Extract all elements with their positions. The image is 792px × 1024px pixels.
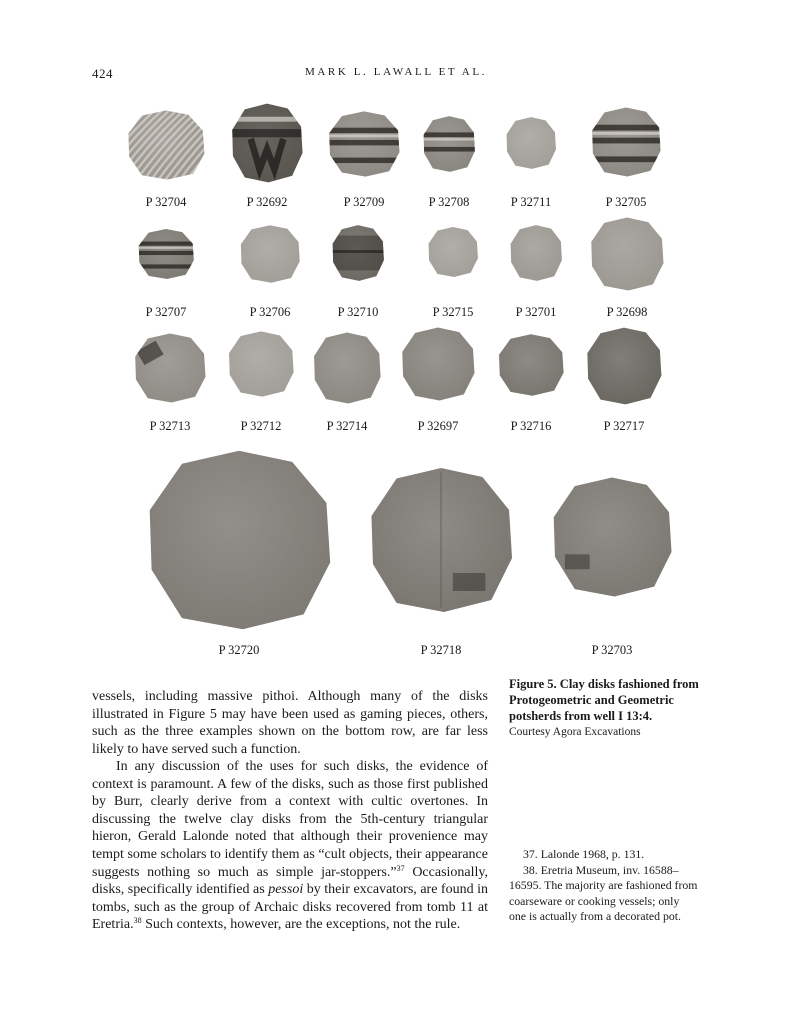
clay-disk-image (585, 326, 663, 406)
disk-label: P 32712 (240, 419, 282, 433)
running-head: MARK L. LAWALL ET AL. (304, 66, 488, 78)
caption-title: Figure 5. Clay disks fashioned from Protogeometric and Geometric potsherds from well I 13:4. (509, 677, 699, 723)
clay-disk-image (239, 224, 301, 284)
disk-label: P 32717 (603, 419, 645, 433)
disk-label: P 32703 (591, 643, 633, 657)
paragraph-text: by their excavators, are found in tombs, such as the group of Archaic disks recovered from tomb 11 at Eretria. (92, 882, 489, 933)
footnote-ref-37[interactable]: 37 (396, 863, 405, 873)
figure-caption (509, 676, 719, 740)
clay-disk-image (133, 332, 207, 404)
clay-disk-image (227, 330, 295, 398)
paragraph-text: Occasionally, disks, specifically identified as (92, 864, 488, 898)
disk-label: P 32698 (606, 305, 648, 319)
disk-label: P 32718 (420, 643, 462, 657)
disk-label: P 32697 (417, 419, 459, 433)
italic-term: pessoi (268, 882, 304, 898)
page-number: 424 (92, 66, 113, 81)
clay-disk-image (327, 110, 401, 178)
clay-disk-image (331, 224, 385, 282)
clay-disk-image (497, 333, 565, 397)
disk-label: P 32708 (428, 195, 470, 209)
footnote-37: 37. Lalonde 1968, p. 131. (523, 847, 645, 861)
disk-label: P 32716 (510, 419, 552, 433)
clay-disk-image (505, 116, 557, 170)
paragraph-text: vessels, including massive pithoi. Although many of the disks illustrated in Figure 5 may have been used as gaming pieces, others, such as the three examples shown on the bottom row, are far less likely to have served such a function. (92, 689, 488, 757)
clay-disk-image (509, 224, 563, 282)
disk-label: P 32714 (326, 419, 368, 433)
clay-disk-image (589, 216, 665, 292)
clay-disk-image (422, 115, 476, 173)
clay-disk-image (126, 109, 206, 181)
footnote-38: 38. Eretria Museum, inv. 16588–16595. The majority are fashioned from coarseware or cooking vessels; only one is actually from a decorated pot. (509, 862, 698, 923)
disk-label: P 32720 (218, 643, 260, 657)
clay-disk-image (144, 447, 334, 633)
clay-disk-image (367, 465, 515, 615)
disk-label: P 32704 (145, 195, 187, 209)
disk-label: P 32715 (432, 305, 474, 319)
paragraph-text: Such contexts, however, are the exceptions, not the rule. (141, 917, 461, 933)
clay-disk-image (550, 475, 674, 599)
disk-label: P 32706 (249, 305, 291, 319)
disk-label: P 32692 (246, 195, 288, 209)
disk-label: P 32711 (510, 195, 552, 209)
disk-label: P 32713 (149, 419, 191, 433)
disk-label: P 32701 (515, 305, 557, 319)
clay-disk-image (230, 102, 304, 184)
body-paragraph-1 (92, 688, 488, 758)
footnote-ref-38[interactable]: 38 (133, 916, 142, 926)
clay-disk-image (427, 226, 479, 278)
caption-credit: Courtesy Agora Excavations (509, 726, 641, 738)
clay-disk-image (400, 326, 476, 402)
disk-label: P 32710 (337, 305, 379, 319)
disk-label: P 32709 (343, 195, 385, 209)
clay-disk-image (590, 106, 662, 178)
clay-disk-image (137, 228, 195, 280)
paragraph-text: In any discussion of the uses for such disks, the evidence of context is paramount. A few of the disks, such as those first published by Burr, clearly derive from a context with cultic overtones. In discussing the twelve clay disks from the 5th-century triangular hieron, Gerald Lalonde noted that although their provenience may tempt some scholars to identify them as “cult objects, their appearance suggests nothing so much as simple jar-stoppers.” (92, 759, 488, 880)
clay-disk-image (312, 331, 382, 405)
disk-label: P 32707 (145, 305, 187, 319)
disk-label: P 32705 (605, 195, 647, 209)
body-paragraph-2 (92, 758, 488, 934)
footnotes (509, 847, 699, 925)
